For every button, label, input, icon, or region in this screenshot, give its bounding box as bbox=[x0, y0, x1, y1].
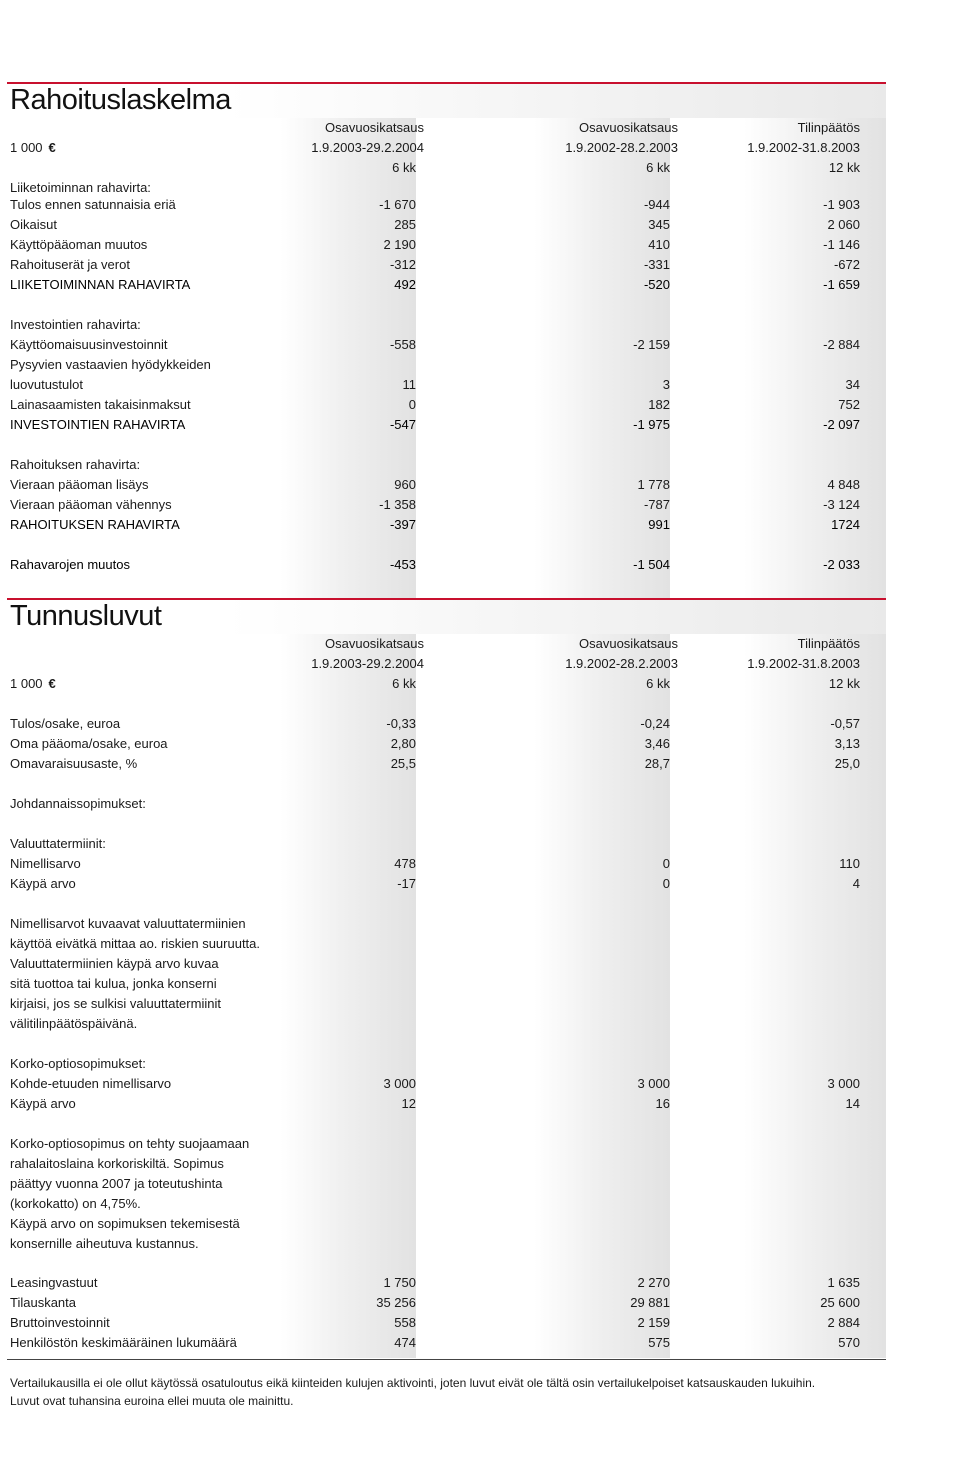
col1-length: 6 kk bbox=[392, 160, 416, 175]
table-row: Oma pääoma/osake, euroa 2,80 3,46 3,13 bbox=[10, 736, 860, 751]
keyfigures-header-length: 1 000 € 6 kk 6 kk 12 kk bbox=[10, 674, 860, 694]
table-row: Rahoituksen rahavirta: bbox=[10, 457, 141, 472]
table-row: Tulos/osake, euroa -0,33 -0,24 -0,57 bbox=[10, 716, 860, 731]
cashflow-header-length bbox=[10, 158, 860, 178]
col2-type: Osavuosikatsaus bbox=[579, 120, 678, 135]
keyfigures-header-period: 1.9.2003-29.2.2004 1.9.2002-28.2.2003 1.9.2002-31.8.2003 bbox=[311, 656, 860, 671]
unit-label: 1 000 € bbox=[10, 138, 56, 158]
table-row-total: INVESTOINTIEN RAHAVIRTA -547 -1 975 -2 097 bbox=[10, 417, 860, 432]
cashflow-title: Rahoituslaskelma bbox=[10, 84, 231, 116]
table-row: Henkilöstön keskimääräinen lukumäärä 474 575 570 bbox=[10, 1335, 860, 1350]
fx-note: Nimellisarvot kuvaavat valuuttatermiinien käyttöä eivätkä mittaa ao. riskien suuruutta. Valuuttatermiinien käypä arvo kuvaa sitä tuottoa tai kulua, jonka konserni kirjaisi, jos se sulkisi valuuttatermiinit välitilinpäätöspäivänä. bbox=[10, 916, 261, 1031]
table-row: Kohde-etuuden nimellisarvo 3 000 3 000 3 000 bbox=[10, 1076, 860, 1091]
table-row-total: Rahavarojen muutos -453 -1 504 -2 033 bbox=[10, 557, 860, 572]
table-row: Valuuttatermiinit: bbox=[10, 836, 106, 851]
table-row: Käypä arvo 12 16 14 bbox=[10, 1096, 860, 1111]
footer-line-2: Luvut ovat tuhansina euroina ellei muuta ole mainittu. bbox=[10, 1394, 294, 1408]
col1-type: Osavuosikatsaus bbox=[325, 120, 424, 135]
euro-icon: € bbox=[48, 140, 56, 155]
table-row: Käyttöomaisuusinvestoinnit -558 -2 159 -2 884 bbox=[10, 337, 860, 352]
table-row: Tulos ennen satunnaisia eriä -1 670 -944 -1 903 bbox=[10, 197, 860, 212]
table-row: Oikaisut 285 345 2 060 bbox=[10, 217, 860, 232]
table-row: Tilauskanta 35 256 29 881 25 600 bbox=[10, 1295, 860, 1310]
table-row: Johdannaissopimukset: bbox=[10, 796, 146, 811]
cashflow-header-period bbox=[10, 138, 860, 158]
col1-period: 1.9.2003-29.2.2004 bbox=[311, 140, 424, 155]
table-row: Pysyvien vastaavien hyödykkeiden bbox=[10, 357, 211, 372]
table-row: Bruttoinvestoinnit 558 2 159 2 884 bbox=[10, 1315, 860, 1330]
table-row: Rahoituserät ja verot -312 -331 -672 bbox=[10, 257, 860, 272]
table-row-total: RAHOITUKSEN RAHAVIRTA -397 991 1724 bbox=[10, 517, 860, 532]
cashflow-header-type bbox=[10, 118, 860, 138]
table-row: Vieraan pääoman vähennys -1 358 -787 -3 124 bbox=[10, 497, 860, 512]
col3-period: 1.9.2002-31.8.2003 bbox=[747, 140, 860, 155]
footer-note bbox=[10, 1374, 910, 1410]
col3-type: Tilinpäätös bbox=[797, 120, 860, 135]
table-row: Leasingvastuut 1 750 2 270 1 635 bbox=[10, 1275, 860, 1290]
col2-length: 6 kk bbox=[646, 160, 670, 175]
table-row: luovutustulot 11 3 34 bbox=[10, 377, 860, 392]
table-row: Korko-optiosopimukset: bbox=[10, 1056, 146, 1071]
rate-note: Korko-optiosopimus on tehty suojaamaan rahalaitoslaina korkoriskiltä. Sopimus päättyy vuonna 2007 ja toteutushinta (korkokatto) on 4,75%. Käypä arvo on sopimuksen tekemisestä konsernille aiheutuva kustannus. bbox=[10, 1136, 250, 1251]
table-row: Lainasaamisten takaisinmaksut 0 182 752 bbox=[10, 397, 860, 412]
keyfigures-header-type: Osavuosikatsaus Osavuosikatsaus Tilinpäätös bbox=[325, 636, 860, 651]
keyfigures-title: Tunnusluvut bbox=[10, 600, 162, 632]
col3-length: 12 kk bbox=[828, 160, 860, 175]
table-row: Käyttöpääoman muutos 2 190 410 -1 146 bbox=[10, 237, 860, 252]
footer-line-1: Vertailukausilla ei ole ollut käytössä osatuloutus eikä kiinteiden kulujen aktivointi, joten luvut eivät ole tältä osin vertailukelpoiset katsauskauden lukuihin. bbox=[10, 1376, 816, 1390]
col2-period: 1.9.2002-28.2.2003 bbox=[565, 140, 678, 155]
table-row: Vieraan pääoman lisäys 960 1 778 4 848 bbox=[10, 477, 860, 492]
table-row: Omavaraisuusaste, % 25,5 28,7 25,0 bbox=[10, 756, 860, 771]
bottom-divider bbox=[7, 1359, 886, 1360]
table-row: Nimellisarvo 478 0 110 bbox=[10, 856, 860, 871]
euro-icon: € bbox=[48, 676, 56, 691]
table-row-total: LIIKETOIMINNAN RAHAVIRTA 492 -520 -1 659 bbox=[10, 277, 860, 292]
unit-label: 1 000 € bbox=[10, 674, 56, 694]
table-row: Käypä arvo -17 0 4 bbox=[10, 876, 860, 891]
table-row: Investointien rahavirta: bbox=[10, 317, 141, 332]
table-row: Liiketoiminnan rahavirta: bbox=[10, 180, 151, 195]
